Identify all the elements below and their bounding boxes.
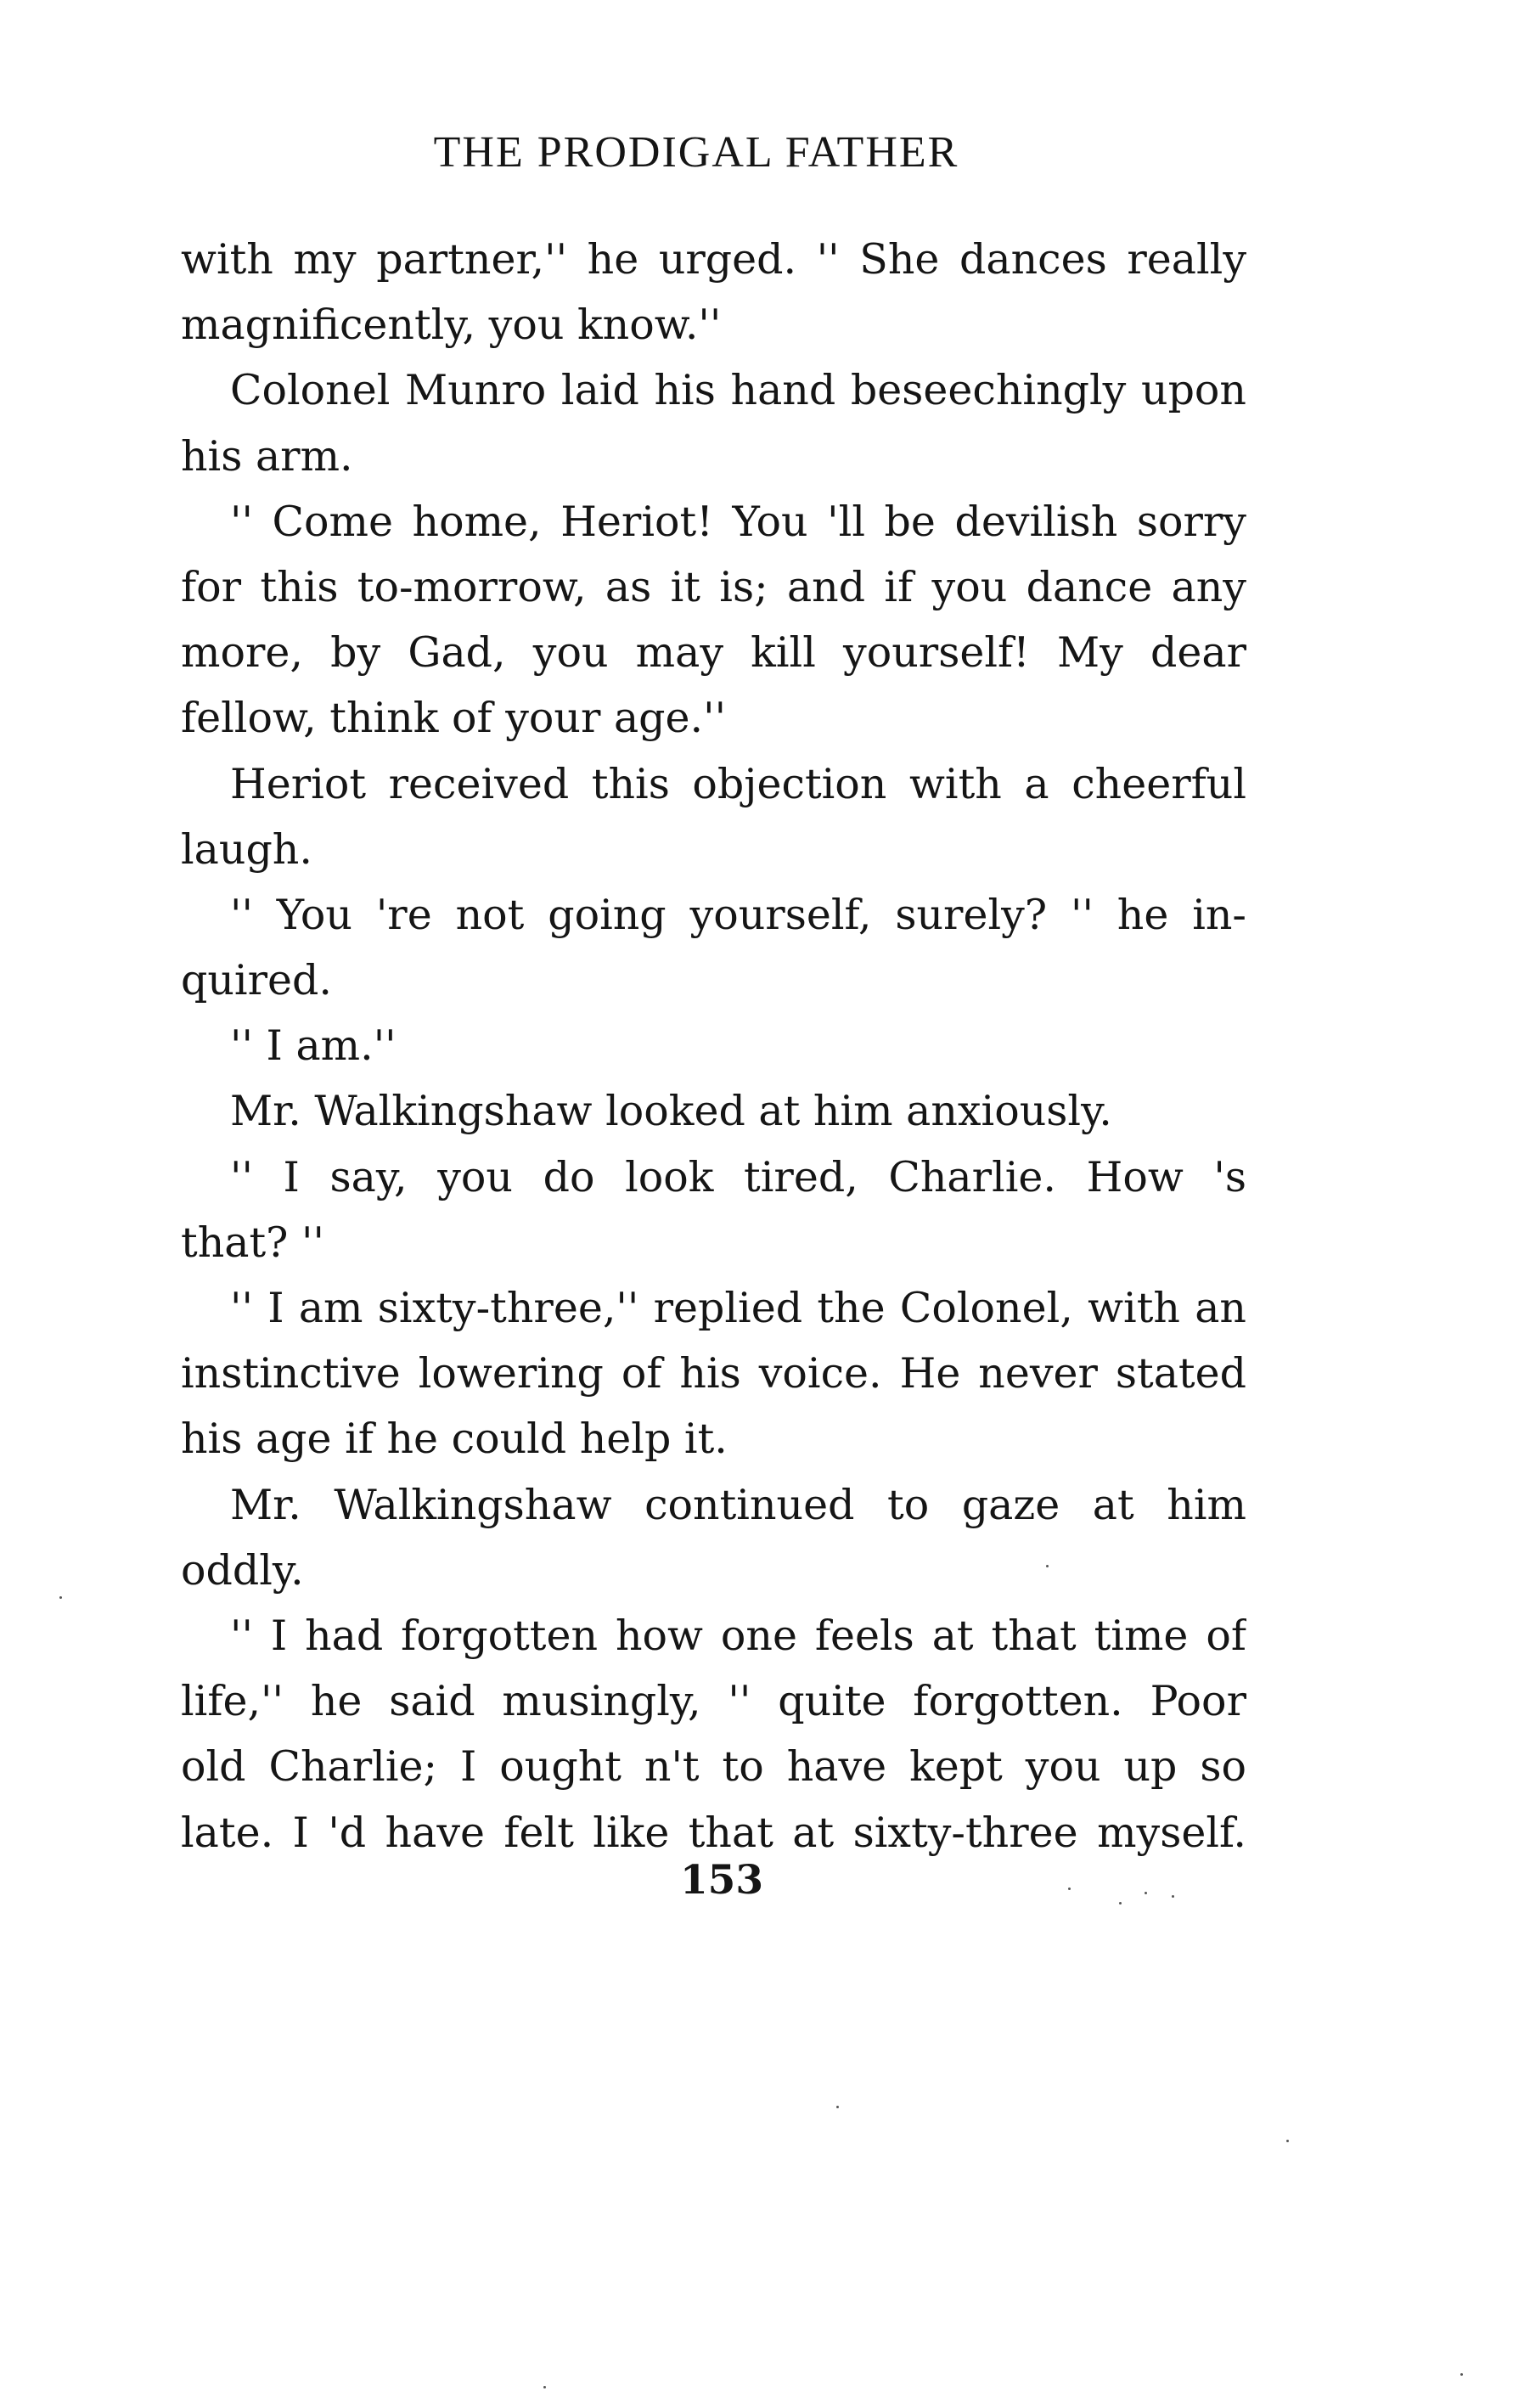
scan-speck	[1460, 2373, 1463, 2376]
text-line: fellow, think of your age.''	[181, 694, 727, 743]
page-number: 153	[679, 1857, 764, 1904]
text-line: late. I 'd have felt like that at sixty-three myself.	[181, 1808, 1246, 1857]
text-line: more, by Gad, you may kill yourself! My dear	[181, 628, 1246, 678]
scan-speck	[543, 2386, 546, 2388]
text-line: '' I am sixty-three,'' replied the Colonel, with an	[230, 1284, 1246, 1332]
text-line: '' I had forgotten how one feels at that time of	[230, 1611, 1246, 1660]
text-line: '' I am.''	[230, 1021, 397, 1071]
scan-speck	[1286, 2140, 1289, 2142]
text-line: Mr. Walkingshaw looked at him anxiously.	[230, 1087, 1112, 1136]
scan-speck	[1068, 1888, 1071, 1890]
text-line: '' You 're not going yourself, surely? '' he in-	[230, 890, 1246, 939]
text-line: for this to-morrow, as it is; and if you dance any	[181, 562, 1246, 611]
text-line: with my partner,'' he urged. '' She dances really	[181, 235, 1246, 284]
scan-speck	[1046, 1565, 1049, 1567]
text-line: '' Come home, Heriot! You 'll be devilish sorry	[230, 497, 1246, 546]
scan-speck	[1172, 1895, 1174, 1898]
text-line: quired.	[181, 956, 332, 1005]
text-line: instinctive lowering of his voice. He never stated	[181, 1349, 1246, 1398]
text-line: oddly.	[181, 1545, 304, 1595]
scan-speck	[59, 1596, 62, 1599]
text-line: old Charlie; I ought n't to have kept you up so	[181, 1742, 1246, 1792]
text-line: life,'' he said musingly, '' quite forgotten. Poor	[181, 1677, 1246, 1726]
running-head: THE PRODIGAL FATHER	[433, 128, 959, 177]
text-line: Mr. Walkingshaw continued to gaze at him	[230, 1480, 1246, 1529]
body-text	[181, 227, 1246, 1865]
scan-speck	[1145, 1892, 1147, 1894]
text-line: his arm.	[181, 431, 353, 481]
text-line: Heriot received this objection with a cheerful	[230, 759, 1246, 808]
text-line: that? ''	[181, 1218, 324, 1267]
text-line: magnificently, you know.''	[181, 301, 722, 350]
scan-speck	[836, 2106, 839, 2108]
scan-speck	[1119, 1902, 1122, 1904]
text-line: laugh.	[181, 824, 312, 874]
text-line: Colonel Munro laid his hand beseechingly upon	[230, 366, 1246, 415]
text-line: '' I say, you do look tired, Charlie. How 's	[230, 1152, 1246, 1201]
text-line: his age if he could help it.	[181, 1415, 728, 1464]
